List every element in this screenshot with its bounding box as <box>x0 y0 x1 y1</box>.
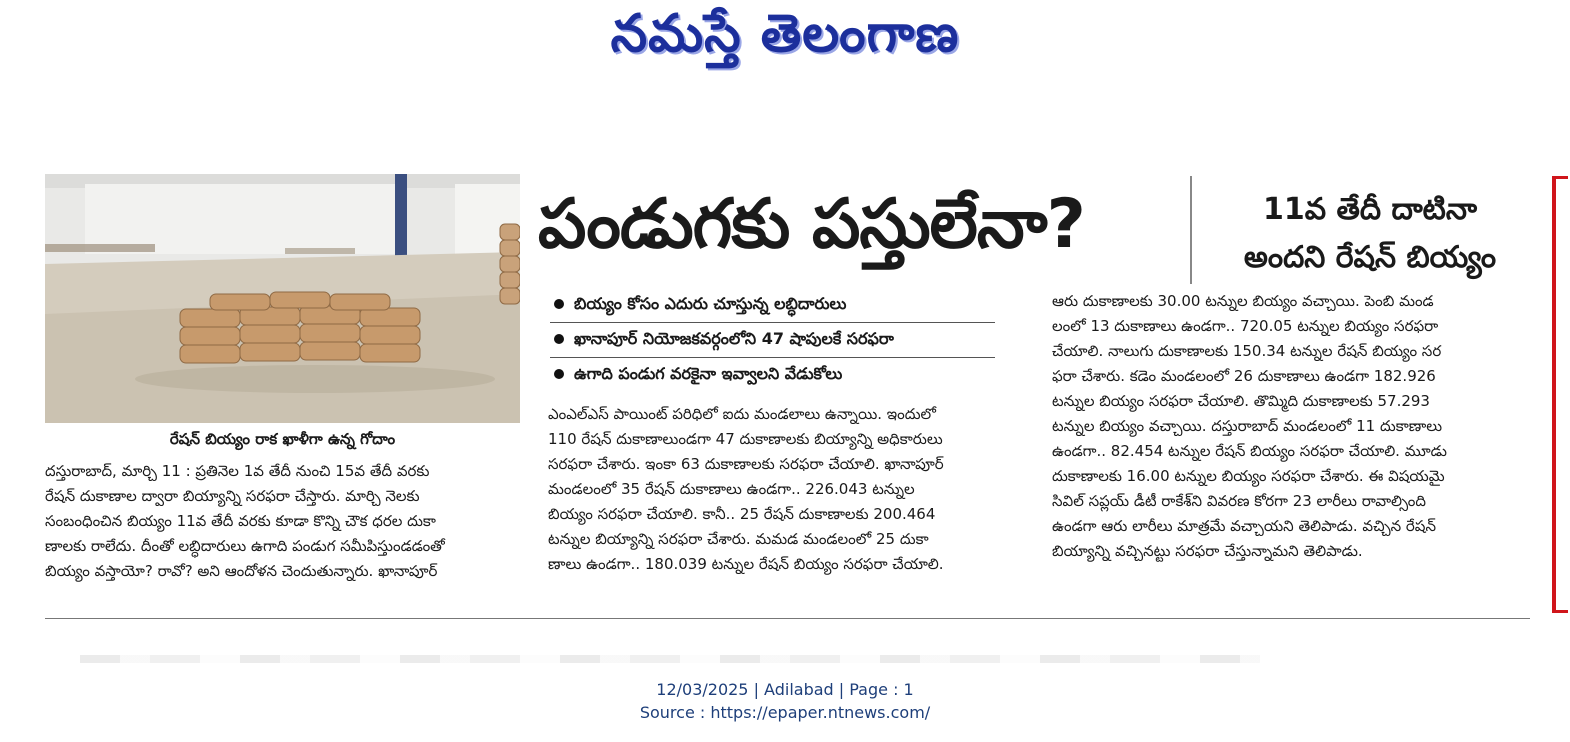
masthead <box>0 0 1570 80</box>
text-line: టన్నుల బియ్యాన్ని సరఫరా చేశారు. మమడ మండలంలో 25 దుకా <box>548 530 929 548</box>
bullet-item <box>550 358 995 392</box>
text-line: టన్నుల బియ్యం సరఫరా చేయాలి. తొమ్మిది దుకాణాలకు 57.293 <box>1052 392 1430 410</box>
text-line: దుకాణాలకు 16.00 టన్నుల బియ్యం సరఫరా చేశారు. ఈ విషయమై <box>1052 467 1445 485</box>
bullet-item <box>550 323 995 358</box>
bullet-text: ఖానాపూర్ నియోజకవర్గంలోని 47 షాపులకే సరఫరా <box>574 329 894 348</box>
article-bottom-divider <box>45 618 1530 619</box>
text-line: మండలంలో 35 రేషన్ దుకాణాలు ఉండగా.. 226.043 టన్నుల <box>548 480 915 498</box>
footer-date-edition: 12/03/2025 | Adilabad | Page : 1 <box>656 680 914 699</box>
bullet-dot-icon <box>554 299 564 309</box>
photo-caption: రేషన్ బియ్యం రాక ఖాళీగా ఉన్న గోదాం <box>169 430 396 448</box>
text-line: ఫరా చేశారు. కడెం మండలంలో 26 దుకాణాలు ఉండగా 182.926 <box>1052 367 1436 385</box>
text-line: ఎంఎల్ఎస్ పాయింట్ పరిధిలో ఐదు మండలాలు ఉన్నాయి. ఇందులో <box>548 405 936 423</box>
article-headline: పండుగకు పస్తులేనా? <box>538 185 1085 264</box>
subhead-line: 11వ తేదీ దాటినా <box>1262 192 1478 227</box>
text-line: బియ్యం వస్తాయో? రావో? అని ఆందోళన చెందుతున్నారు. ఖానాపూర్ <box>45 562 438 580</box>
text-line: టన్నుల బియ్యం వచ్చాయి. దస్తురాబాద్ మండలంలో 11 దుకాణాలు <box>1052 417 1443 435</box>
text-line: ఉండగా ఆరు లారీలు మాత్రమే వచ్చాయని తెలిపాడు. వచ్చిన రేషన్ <box>1052 517 1437 535</box>
accent-rule <box>1552 176 1556 613</box>
text-line: బియ్యాన్ని వచ్చినట్టు సరఫరా చేస్తున్నామని తెలిపాడు. <box>1052 542 1363 560</box>
accent-rule-top <box>1552 176 1568 179</box>
bullet-dot-icon <box>554 369 564 379</box>
text-line: రేషన్ దుకాణాల ద్వారా బియ్యాన్ని సరఫరా చేస్తారు. మార్చి నెలకు <box>45 487 420 505</box>
accent-rule-bottom <box>1552 610 1568 613</box>
text-line: ఉండగా.. 82.454 టన్నుల రేషన్ బియ్యం సరఫరా చేయాలి. మూడు <box>1052 442 1447 460</box>
article-column-2 <box>548 402 1030 577</box>
next-article-bleed <box>80 655 1260 663</box>
text-line: సివిల్ సప్లయ్ డీటీ రాకేశ్‌ని వివరణ కోరగా 23 లారీలు రావాల్సింది <box>1052 492 1426 510</box>
text-line: దస్తురాబాద్, మార్చి 11 : ప్రతినెల 1వ తేదీ నుంచి 15వ తేదీ వరకు <box>45 462 430 480</box>
bullet-text: బియ్యం కోసం ఎదురు చూస్తున్న లబ్ధిదారులు <box>574 294 847 313</box>
warehouse-photo-icon <box>45 174 520 423</box>
footer-source: Source : https://epaper.ntnews.com/ <box>639 703 931 722</box>
masthead-title: నమస్తే తెలంగాణ <box>610 4 960 64</box>
text-line: 110 రేషన్ దుకాణాలుండగా 47 దుకాణాలకు బియ్యాన్ని అధికారులు <box>548 430 943 448</box>
bullet-dot-icon <box>554 334 564 344</box>
article-column-1 <box>45 459 523 584</box>
bullet-item <box>550 288 995 323</box>
text-line: ణాలకు రాలేదు. దీంతో లబ్ధిదారులు ఉగాది పండుగ సమీపిస్తుండడంతో <box>45 537 445 555</box>
subhead-line: అందని రేషన్ బియ్యం <box>1243 240 1497 275</box>
text-line: లంలో 13 దుకాణాలు ఉండగా.. 720.05 టన్నుల బియ్యం సరఫరా <box>1052 317 1439 335</box>
text-line: సరఫరా చేశారు. ఇంకా 63 దుకాణాలకు సరఫరా చేయాలి. ఖానాపూర్ <box>548 455 944 473</box>
page-footer <box>0 678 1570 724</box>
text-line: చేయాలి. నాలుగు దుకాణాలకు 150.34 టన్నుల రేషన్ బియ్యం సర <box>1052 342 1442 360</box>
text-line: బియ్యం సరఫరా చేయాలి. కానీ.. 25 రేషన్ దుకాణాలకు 200.464 <box>548 505 936 523</box>
text-line: సంబంధించిన బియ్యం 11వ తేదీ వరకు కూడా కొన్ని చౌక ధరల దుకా <box>45 512 436 530</box>
article-photo <box>45 174 520 423</box>
bullet-list <box>550 288 995 392</box>
article-column-3 <box>1052 289 1537 564</box>
bullet-text: ఉగాది పండుగ వరకైనా ఇవ్వాలని వేడుకోలు <box>574 364 843 383</box>
headline-divider <box>1190 176 1192 284</box>
text-line: ఆరు దుకాణాలకు 30.00 టన్నుల బియ్యం వచ్చాయి. పెంబి మండ <box>1052 292 1434 310</box>
text-line: ణాలు ఉండగా.. 180.039 టన్నుల రేషన్ బియ్యం సరఫరా చేయాలి. <box>548 555 944 573</box>
article-subhead <box>1200 186 1540 282</box>
